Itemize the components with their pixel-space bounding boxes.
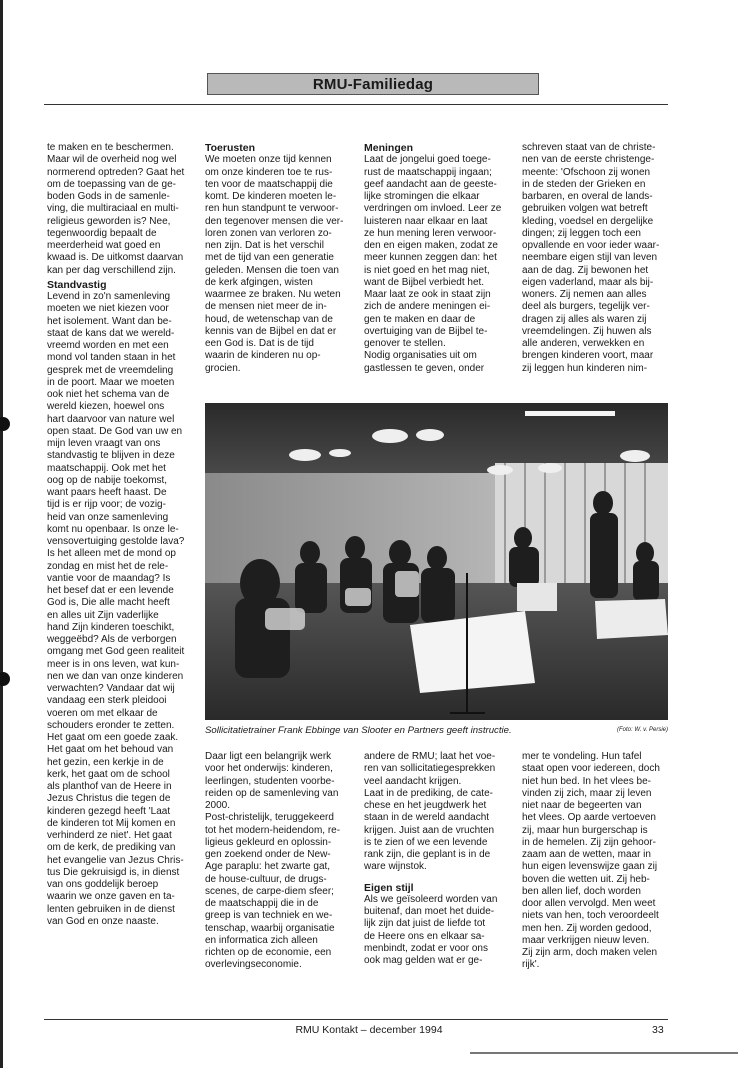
column-4-bottom-body: mer te vondeling. Hun tafel staat open voor iedereen, doch niet hun bed. In het vlees be- vinden zij zich, maar zij leven niet naar de begeerten van het vlees. Op aarde vertoeven zij, maar hun burgerschap is in de hemelen. Zij zijn gehoor- zaam aan de wetten, maar in hun eigen levenswijze gaan zij boven die wetten uit. Zij heb- ben allen lief, doch worden door allen vervolgd. Men weet niets van hen, toch veroordeelt men hen. Zij worden gedood, maar verkrijgen nieuw leven. Zij zijn arm, doch maken velen rijk'.	[522, 751, 660, 971]
page-number: 33	[652, 1024, 664, 1036]
heading-standvastig: Standvastig	[47, 278, 107, 291]
column-2-top	[205, 142, 357, 375]
binder-hole-top	[0, 417, 10, 431]
column-3-top-body: Laat de jongelui goed toege- rust de maatschappij ingaan; geef aandacht aan de geeste- lijke stromingen die elkaar verdringen om invloed. Leer ze luisteren naar elkaar en laat ze hun mening leren verwoor- den en eigen maken, zodat ze meer kunnen zeggen dan: het is niet goed en het mag niet, want de Bijbel verbiedt het. Maar laat ze ook in staat zijn zich de andere meningen ei- gen te maken en daar de overtuiging van de Bijbel te- genover te stellen. Nodig organisaties uit om gastlessen te geven, onder	[364, 154, 502, 374]
column-2-top-body: We moeten onze tijd kennen om onze kinderen toe te rus- ten voor de maatschappij die komt. De kinderen moeten le- ren hun standpunt te verwoor- den tegenover mensen die ver- loren zonen van verloren zo- nen zijn. Dat is het verschil met de tijd van een generatie geleden. Mensen die toen van de kerk afgingen, wisten waarmee ze braken. Nu weten de mensen niet meer de in- houd, de wetenschap van de kennis van de Bijbel en dat er een God is. Dat is de tijd waarin de kinderen nu op- grocien.	[205, 154, 344, 374]
column-3-bottom	[364, 751, 516, 967]
heading-meningen: Meningen	[364, 142, 413, 154]
scan-edge-bottom	[470, 1052, 738, 1054]
header-rule	[44, 104, 668, 105]
photo-caption: Sollicitatietrainer Frank Ebbinge van Slooter en Partners geeft instructie.	[205, 725, 512, 736]
footer-publication: RMU Kontakt – december 1994	[295, 1024, 443, 1036]
photo-credit: (Foto: W. v. Persie)	[616, 727, 668, 733]
column-1-intro: te maken en te beschermen. Maar wil de overheid nog wel normerend optreden? Gaat het om de toepassing van de ge- boden Gods in de samenle- ving, die multiraciaal en multi- religieus geworden is? Nee, tegenwoordig bepaalt de meerderheid wat goed en kwaad is. De uitkomst daarvan kan per dag verschillend zijn.	[47, 142, 185, 276]
scan-edge	[0, 0, 3, 1068]
column-4-bottom	[522, 751, 674, 972]
photo-sollicitatietraining	[205, 403, 668, 720]
column-3-bottom-body-2: Als we geïsoleerd worden van buitenaf, dan moet het duide- lijk zijn dat juist de liefde tot de Heere ons en elkaar sa- menbindt, zodat er voor ons ook mag gelden wat er ge-	[364, 893, 498, 966]
column-3-top	[364, 142, 516, 375]
column-2-bottom	[205, 751, 357, 972]
footer-rule	[44, 1019, 668, 1020]
binder-hole-bottom	[0, 672, 10, 686]
photo-caption-row	[205, 725, 668, 736]
column-4-top	[522, 142, 674, 375]
column-1	[47, 142, 199, 928]
column-1-body: Levend in zo'n samenleving moeten we niet kiezen voor het isolement. Want dan be- staat de kans dat we wereld- vreemd worden en met een mond vol tanden staan in het gesprek met de vreemdeling in de poort. Maar we moeten ook niet het schema van de wereld kiezen, hoewel ons hart daarvoor van nature wel open staat. De God van uw en mijn leven vraagt van ons standvastig te blijven in deze maatschappij. Ook met het oog op de nabije toekomst, want paars heeft haast. De tijd is er rijp voor; de vozig- heid van onze samenleving komt nu openbaar. Is onze le- vensovertuiging gestolde lava? Is het alleen met de mond op zondag en mist het de rele- vantie voor de maandag? Is het besef dat er een levende God is, Die alle macht heeft en alles uit Zijn vaderlijke hand Zijn kinderen toeschikt, weggeëbd? Als de verborgen omgang met God geen realiteit meer is in ons leven, wat kun- nen we dan van onze kinderen verwachten? Vandaar dat wij vandaag een sterk pleidooi voeren om met elkaar de schouders eronder te zetten. Het gaat om een goede zaak. Het gaat om het behoud van het gezin, een kerkje in de kerk, het gaat om de school als planthof van de Heere in Jezus Christus die tegen de kinderen gezegd heeft 'Laat de kinderen tot Mij komen en verhinderd ze niet'. Het gaat om de kerk, de prediking van het evangelie van Jezus Chris- tus Die gekruisigd is, in dienst van ons goddelijk beroep waarin we onze gaven en ta- lenten gebruiken in de dienst van God en onze naaste.	[47, 291, 185, 927]
column-2-bottom-body: Daar ligt een belangrijk werk voor het onderwijs: kinderen, leerlingen, studenten voorbe- reiden op de samenleving van 2000. Post-christelijk, teruggekeerd tot het modern-heidendom, re- ligieus gekleurd en oplossin- gen zoekend onder de New- Age paraplu: het zwarte gat, de house-cultuur, de drugs- scenes, de carpe-diem sfeer; de maatschappij die in de greep is van techniek en we- tenschap, waarbij organisatie en informatica zich alleen richten op de economie, een overlevingseconomie.	[205, 751, 341, 971]
photo-illustration	[205, 403, 668, 720]
column-3-bottom-body: andere de RMU; laat het voe- ren van sollicitatiegesprekken veel aandacht krijgen. Laat in de prediking, de cate- chese en het jeugdwerk het staan in de wereld aandacht krijgen. Juist aan de vruchten is te zien of we een levende rank zijn, die geplant is in de ware wijnstok.	[364, 751, 496, 873]
section-header	[207, 73, 539, 95]
heading-eigen-stijl: Eigen stijl	[364, 881, 414, 894]
column-4-top-body: schreven staat van de christe- nen van de eerste christenge- meente: 'Ofschoon zij wonen in de steden der Grieken en barbaren, en overal de lands- gebruiken volgen wat betreft kleding, voedsel en dergelijke dingen; zij leggen toch een opvallende en voor ieder waar- neembare eigen stijl van leven aan de dag. Zij bewonen het eigen vaderland, maar als bij- woners. Zij nemen aan alles deel als burgers, tegelijk ver- dragen zij alles als waren zij vreemdelingen. Zij huwen als alle anderen, verwekken en brengen kinderen voort, maar zij leggen hun kinderen nim-	[522, 142, 660, 374]
heading-toerusten: Toerusten	[205, 142, 255, 154]
section-title: RMU-Familiedag	[312, 75, 434, 93]
